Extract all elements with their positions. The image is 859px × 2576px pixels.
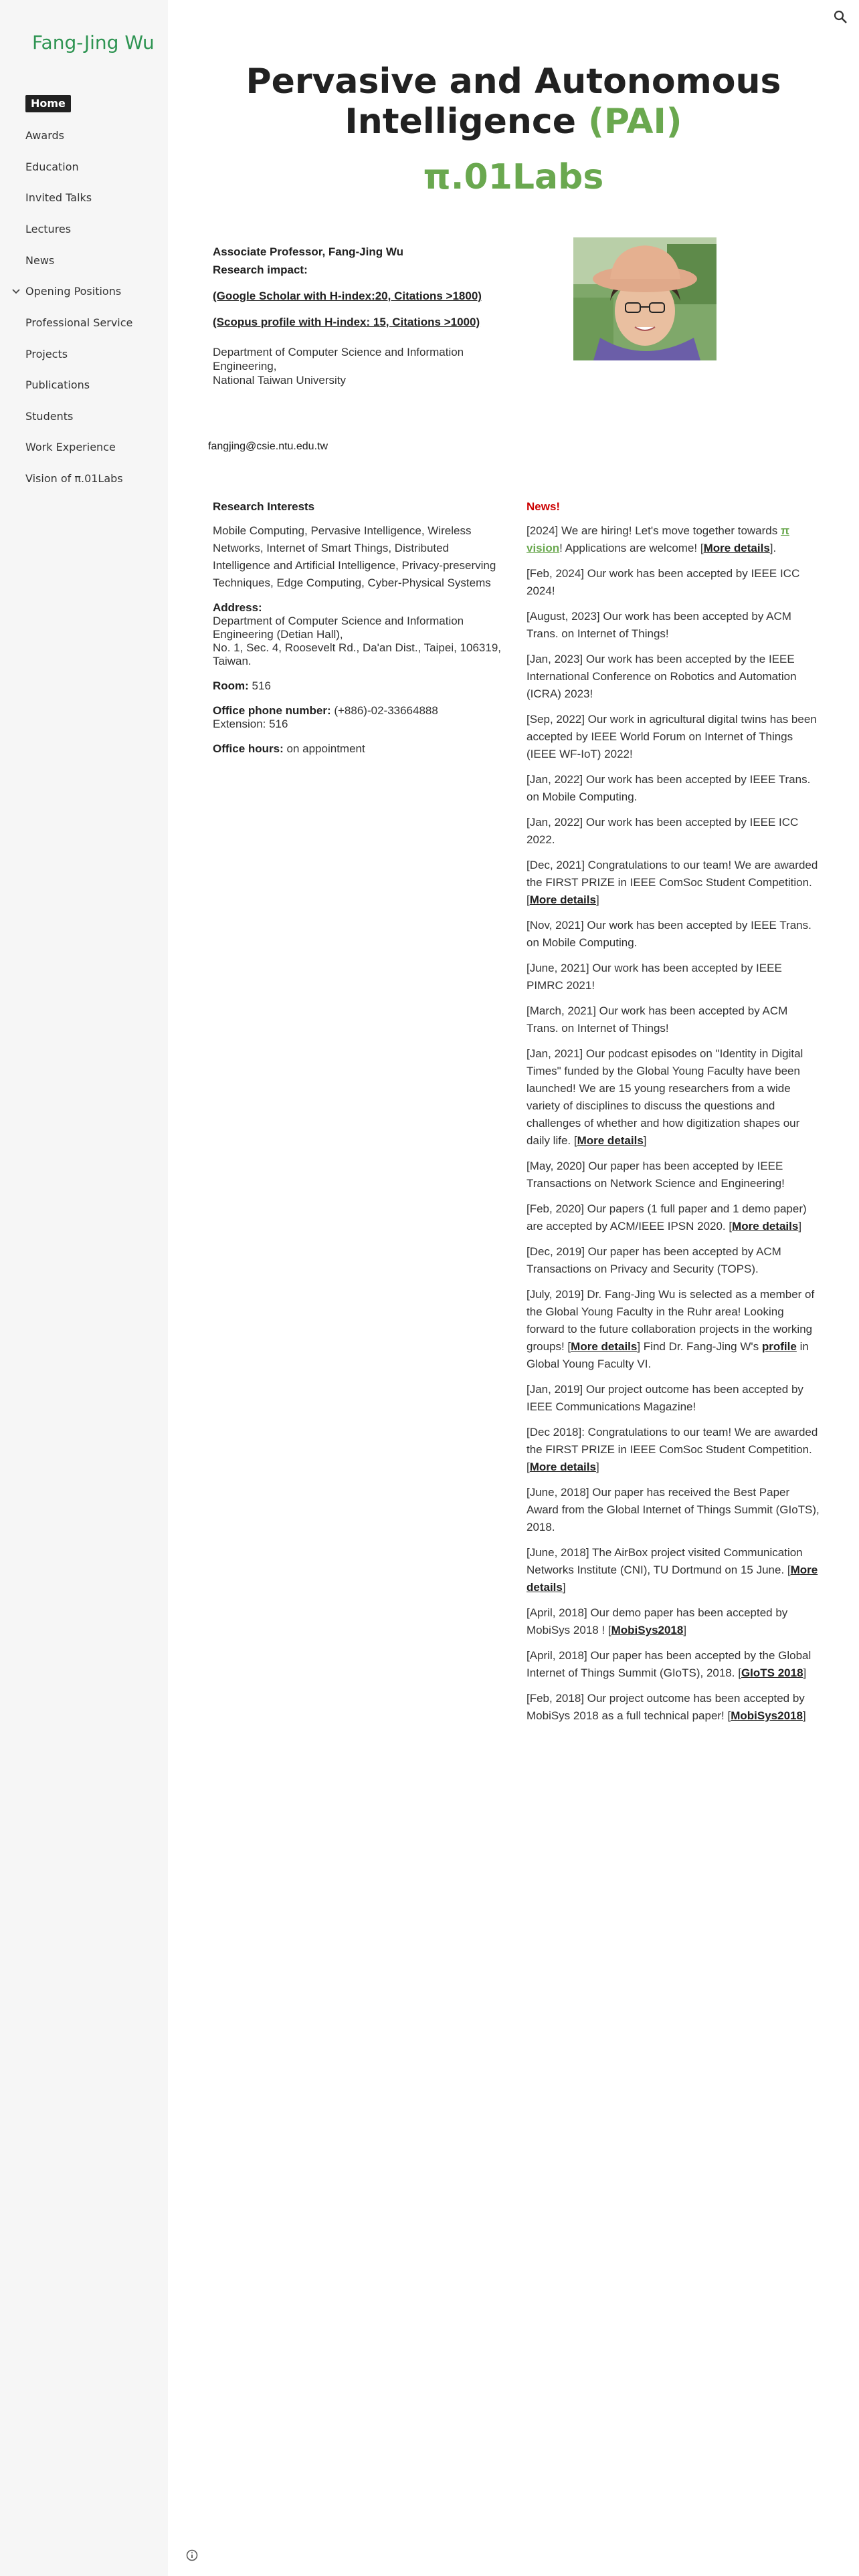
google-scholar-link[interactable]: (Google Scholar with H-index:20, Citations >1800) [213, 290, 482, 302]
phone-value: (+886)-02-33664888 [330, 704, 438, 717]
vision-link[interactable]: π vision [527, 524, 789, 554]
sidebar-item-work-experience[interactable]: Work Experience [25, 441, 116, 453]
news-item: [Jan, 2022] Our work has been accepted by IEEE ICC 2022. [527, 816, 799, 846]
news-item: [Sep, 2022] Our work in agricultural digital twins has been accepted by IEEE World Forum on Internet of Things (IEEE WF-IoT) 2022! [527, 713, 817, 760]
news-text: [Jan, 2021] Our podcast episodes on "Identity in Digital Times" funded by the Global Young Faculty have been launched! We are 15 young researchers from a wide variety of disciplines to discuss the questions and challenges of whether and how digitization shapes our daily life. [ [527, 1047, 803, 1147]
phone-extension: Extension: 516 [213, 718, 288, 730]
more-details-link[interactable]: More details [571, 1340, 638, 1353]
news-text: ] [803, 1667, 807, 1679]
hours-value: on appointment [283, 742, 365, 755]
pai-acronym: (PAI) [588, 102, 682, 142]
news-text: [Dec 2018]: Congratulations to our team! We are awarded the FIRST PRIZE in IEEE ComSoc Student Competition. [ [527, 1426, 818, 1473]
more-details-link[interactable]: More details [529, 1461, 596, 1473]
research-impact-label: Research impact: [213, 263, 308, 276]
news-text: [Feb, 2020] Our papers (1 full paper and 1 demo paper) are accepted by ACM/IEEE IPSN 2020. [ [527, 1202, 807, 1232]
sidebar-item-professional-service[interactable]: Professional Service [25, 316, 133, 329]
news-item: [August, 2023] Our work has been accepted by ACM Trans. on Internet of Things! [527, 610, 791, 640]
news-text: in Global Young Faculty VI. [527, 1340, 809, 1370]
department-text [213, 345, 500, 387]
news-item: [May, 2020] Our paper has been accepted by IEEE Transactions on Network Science and Engineering! [527, 1160, 785, 1190]
mobisys-link[interactable]: MobiSys2018 [611, 1624, 684, 1636]
room-value: 516 [248, 679, 271, 692]
more-details-link[interactable]: More details [527, 1564, 818, 1594]
news-heading: News! [527, 500, 561, 513]
news-text: ] [643, 1134, 647, 1147]
news-item [527, 857, 821, 909]
news-text: ] [595, 893, 599, 906]
sidebar-item-education[interactable]: Education [25, 160, 79, 173]
position-text: Associate Professor, Fang-Jing Wu [213, 245, 403, 258]
email-address[interactable]: fangjing@csie.ntu.edu.tw [208, 441, 328, 452]
room-info [213, 677, 507, 695]
news-item: [Dec, 2019] Our paper has been accepted by ACM Transactions on Privacy and Security (TOPS). [527, 1245, 781, 1275]
address-label: Address: [213, 601, 262, 614]
profile-block [213, 243, 482, 331]
news-item [527, 1544, 821, 1596]
news-item: [Jan, 2019] Our project outcome has been accepted by IEEE Communications Magazine! [527, 1383, 803, 1413]
news-item: [Feb, 2024] Our work has been accepted by IEEE ICC 2024! [527, 567, 800, 597]
news-item [527, 1647, 821, 1682]
chevron-down-icon[interactable] [12, 282, 20, 309]
research-interests-text: Mobile Computing, Pervasive Intelligence, Wireless Networks, Internet of Smart Things, Distributed Intelligence and Artificial Intelligence, Privacy-preserving Techniques, Edge Computing, Cyber-Physical Systems [213, 524, 496, 589]
more-details-link[interactable]: More details [577, 1134, 644, 1147]
lab-name: π.01Labs [423, 157, 604, 197]
news-text: ! Applications are welcome! [ [559, 542, 704, 554]
hours-info [213, 740, 507, 758]
sidebar-item-awards[interactable]: Awards [25, 129, 64, 142]
news-item [527, 1690, 821, 1725]
news-item [527, 1286, 821, 1373]
news-item: [Jan, 2022] Our work has been accepted by IEEE Trans. on Mobile Computing. [527, 773, 811, 803]
news-text: ] Find Dr. Fang-Jing W's [637, 1340, 762, 1353]
site-title[interactable]: Fang-Jing Wu [32, 31, 155, 53]
more-details-link[interactable]: More details [732, 1220, 799, 1232]
giots-link[interactable]: GIoTS 2018 [741, 1667, 803, 1679]
news-text: [Dec, 2021] Congratulations to our team! We are awarded the FIRST PRIZE in IEEE ComSoc Student Competition. [ [527, 859, 818, 906]
sidebar-item-label: Opening Positions [25, 285, 122, 298]
room-label: Room: [213, 679, 249, 692]
news-text: [April, 2018] Our demo paper has been accepted by MobiSys 2018 ! [ [527, 1606, 788, 1636]
research-interests-heading: Research Interests [213, 500, 315, 513]
department-line: Department of Computer Science and Information Engineering, [213, 346, 464, 372]
address-line1: Department of Computer Science and Information Engineering (Detian Hall), [213, 615, 464, 641]
sidebar-item-news[interactable]: News [25, 254, 55, 267]
scopus-link[interactable]: (Scopus profile with H-index: 15, Citations >1000) [213, 316, 480, 328]
address-line2: No. 1, Sec. 4, Roosevelt Rd., Da'an Dist., Taipei, 106319, Taiwan. [213, 641, 502, 667]
mobisys-link[interactable]: MobiSys2018 [731, 1709, 803, 1722]
phone-label: Office phone number: [213, 704, 331, 717]
more-details-link[interactable]: More details [529, 893, 596, 906]
portrait-photo [573, 237, 717, 360]
news-item [527, 1200, 821, 1235]
news-text: [Feb, 2018] Our project outcome has been accepted by MobiSys 2018 as a full technical paper! [ [527, 1692, 805, 1722]
news-item: [Nov, 2021] Our work has been accepted by IEEE Trans. on Mobile Computing. [527, 919, 812, 949]
sidebar [0, 0, 168, 2576]
research-column [213, 498, 507, 767]
news-item [527, 1424, 821, 1476]
more-details-link[interactable]: More details [703, 542, 770, 554]
info-icon[interactable] [186, 2549, 198, 2561]
news-text: [June, 2018] The AirBox project visited Communication Networks Institute (CNI), TU Dortmund on 15 June. [ [527, 1546, 803, 1576]
sidebar-item-projects[interactable]: Projects [25, 348, 68, 360]
sidebar-item-lectures[interactable]: Lectures [25, 223, 72, 235]
news-item [527, 1604, 821, 1639]
phone-info [213, 704, 507, 731]
sidebar-item-publications[interactable]: Publications [25, 379, 90, 391]
news-text: ] [802, 1709, 806, 1722]
sidebar-item-vision[interactable]: Vision of π.01Labs [25, 472, 123, 485]
news-item [527, 522, 821, 557]
page-title: Pervasive and Autonomous [246, 62, 781, 102]
news-item: [June, 2018] Our paper has received the Best Paper Award from the Global Internet of Things Summit (GIoTS), 2018. [527, 1486, 820, 1533]
hours-label: Office hours: [213, 742, 284, 755]
news-item: [June, 2021] Our work has been accepted by IEEE PIMRC 2021! [527, 962, 782, 992]
sidebar-item-invited-talks[interactable]: Invited Talks [25, 191, 92, 204]
university-line: National Taiwan University [213, 374, 347, 387]
title-text: Intelligence [345, 102, 589, 142]
news-text: [2024] We are hiring! Let's move together towards [527, 524, 781, 537]
news-text: ] [798, 1220, 802, 1232]
news-item: [Jan, 2023] Our work has been accepted by the IEEE International Conference on Robotics and Automation (ICRA) 2023! [527, 653, 797, 700]
sidebar-item-home[interactable]: Home [25, 95, 71, 112]
news-text: ] [595, 1461, 599, 1473]
news-text: ]. [769, 542, 777, 554]
news-item [527, 1045, 821, 1150]
profile-link[interactable]: profile [761, 1340, 797, 1353]
address-block [213, 601, 507, 668]
news-item: [March, 2021] Our work has been accepted by ACM Trans. on Internet of Things! [527, 1004, 788, 1035]
news-text: ] [683, 1624, 687, 1636]
sidebar-item-students[interactable]: Students [25, 410, 74, 423]
news-text: [July, 2019] Dr. Fang-Jing Wu is selected as a member of the Global Young Faculty in the Ruhr area! Looking forward to the future collaboration projects in the working groups! [ [527, 1288, 815, 1353]
page-title-line2 [168, 102, 859, 142]
sidebar-item-opening-positions[interactable] [25, 282, 121, 302]
news-column [527, 498, 821, 1733]
main-content [168, 0, 859, 2576]
news-text: ] [562, 1581, 566, 1594]
news-text: [April, 2018] Our paper has been accepted by the Global Internet of Things Summit (GIoTS), 2018. [ [527, 1649, 812, 1679]
